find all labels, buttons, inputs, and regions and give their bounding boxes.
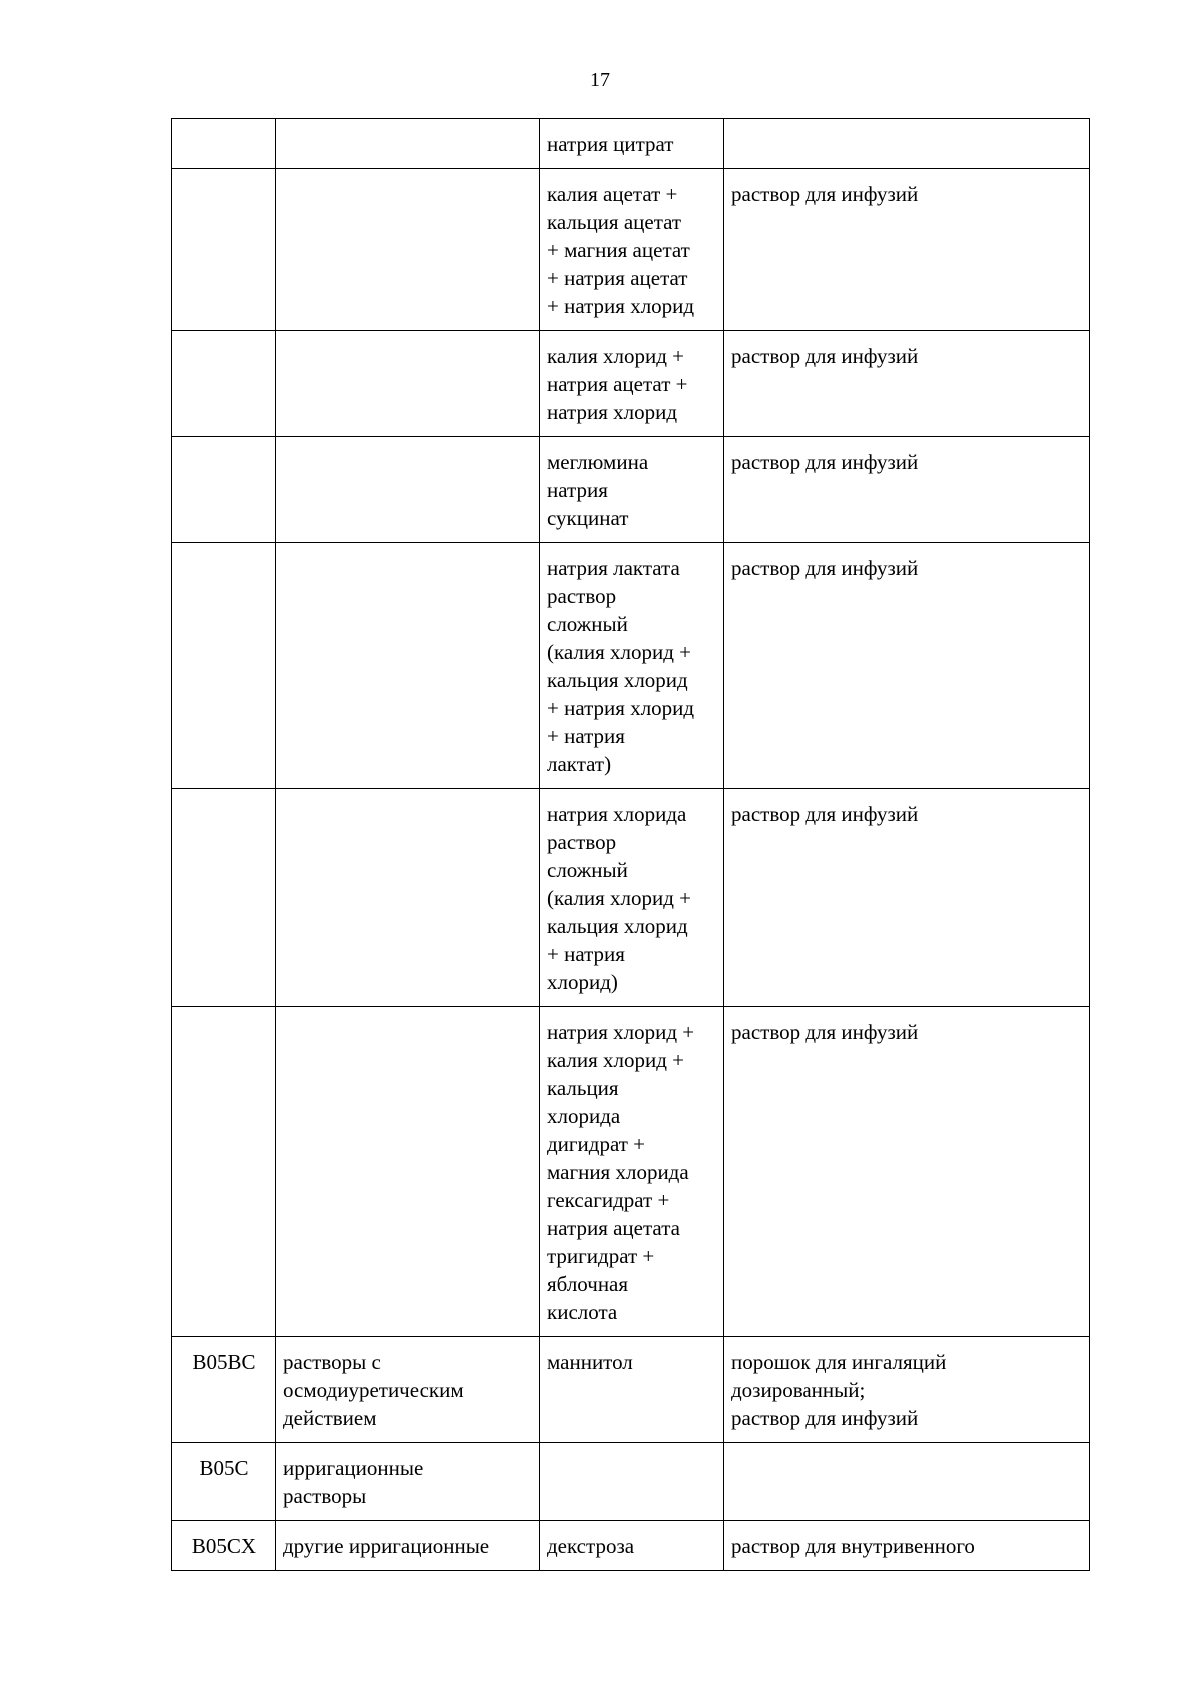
drug-name-line: натрия хлорида: [547, 802, 687, 826]
group-name-line: ирригационные: [283, 1456, 424, 1480]
table-body: [172, 119, 1090, 1571]
group-name-line: растворы: [283, 1484, 367, 1508]
dosage-form-line: раствор для внутривенного: [731, 1534, 975, 1558]
drug-name-line: кальция ацетат: [547, 210, 682, 234]
drug-name-line: кальция хлорид: [547, 914, 688, 938]
drug-name-line: маннитол: [547, 1350, 633, 1374]
table-row: [172, 1337, 1090, 1443]
drug-name-line: кальция: [547, 1076, 619, 1100]
dosage-form-cell: [724, 437, 1090, 543]
dosage-form-line: раствор для инфузий: [731, 802, 919, 826]
drug-name-line: натрия хлорид: [547, 400, 677, 424]
table-row: [172, 1007, 1090, 1337]
drug-name-line: натрия ацетат +: [547, 372, 688, 396]
atc-code-cell: B05BC: [172, 1337, 276, 1443]
group-name-cell: [276, 169, 540, 331]
dosage-form-line: раствор для инфузий: [731, 450, 919, 474]
dosage-form-cell: [724, 169, 1090, 331]
atc-code-cell: [172, 543, 276, 789]
drug-name-cell: [540, 437, 724, 543]
drug-name-line: сложный: [547, 612, 628, 636]
drug-name-line: (калия хлорид +: [547, 640, 692, 664]
drug-name-cell: [540, 543, 724, 789]
drug-name-line: сукцинат: [547, 506, 629, 530]
dosage-form-cell: [724, 1337, 1090, 1443]
table-row: [172, 119, 1090, 169]
drug-name-line: натрия ацетата: [547, 1216, 680, 1240]
drug-name-line: сложный: [547, 858, 628, 882]
atc-code-cell: [172, 1007, 276, 1337]
drug-name-line: декстроза: [547, 1534, 635, 1558]
dosage-form-cell: [724, 331, 1090, 437]
drug-name-line: яблочная: [547, 1272, 629, 1296]
group-name-cell: [276, 1443, 540, 1521]
drug-table: [171, 118, 1090, 1571]
drug-name-line: натрия: [547, 478, 608, 502]
drug-name-line: дигидрат +: [547, 1132, 646, 1156]
drug-name-line: раствор: [547, 584, 617, 608]
table-row: [172, 543, 1090, 789]
atc-code-cell: [172, 119, 276, 169]
drug-name-cell: [540, 1521, 724, 1571]
drug-name-line: хлорид): [547, 970, 618, 994]
drug-name-line: кальция хлорид: [547, 668, 688, 692]
dosage-form-line: раствор для инфузий: [731, 182, 919, 206]
page-number: 17: [590, 69, 610, 91]
drug-name-line: + натрия: [547, 724, 625, 748]
drug-name-line: натрия лактата: [547, 556, 680, 580]
drug-name-line: (калия хлорид +: [547, 886, 692, 910]
drug-name-line: + магния ацетат: [547, 238, 690, 262]
drug-name-line: магния хлорида: [547, 1160, 689, 1184]
group-name-line: другие ирригационные: [283, 1534, 490, 1558]
drug-name-cell: [540, 789, 724, 1007]
dosage-form-cell: [724, 1521, 1090, 1571]
drug-name-line: калия хлорид +: [547, 344, 685, 368]
drug-name-cell: [540, 331, 724, 437]
dosage-form-line: раствор для инфузий: [731, 344, 919, 368]
drug-name-line: хлорида: [547, 1104, 621, 1128]
drug-name-cell: [540, 1443, 724, 1521]
drug-name-line: раствор: [547, 830, 617, 854]
dosage-form-line: дозированный;: [731, 1378, 866, 1402]
atc-code-cell: B05C: [172, 1443, 276, 1521]
group-name-line: осмодиуретическим: [283, 1378, 464, 1402]
dosage-form-cell: [724, 1007, 1090, 1337]
drug-name-line: + натрия хлорид: [547, 294, 695, 318]
atc-code-cell: [172, 789, 276, 1007]
dosage-form-cell: [724, 543, 1090, 789]
drug-name-line: гексагидрат +: [547, 1188, 670, 1212]
dosage-form-line: порошок для ингаляций: [731, 1350, 947, 1374]
group-name-cell: [276, 789, 540, 1007]
dosage-form-line: раствор для инфузий: [731, 556, 919, 580]
group-name-line: растворы с: [283, 1350, 381, 1374]
atc-code-cell: B05CX: [172, 1521, 276, 1571]
drug-name-line: натрия цитрат: [547, 132, 674, 156]
dosage-form-cell: [724, 119, 1090, 169]
dosage-form-cell: [724, 1443, 1090, 1521]
drug-name-line: + натрия хлорид: [547, 696, 695, 720]
table-row: [172, 1521, 1090, 1571]
drug-name-cell: [540, 119, 724, 169]
table-row: [172, 169, 1090, 331]
drug-name-line: натрия хлорид +: [547, 1020, 695, 1044]
drug-name-cell: [540, 1007, 724, 1337]
drug-name-line: + натрия ацетат: [547, 266, 688, 290]
atc-code-cell: [172, 437, 276, 543]
drug-name-line: тригидрат +: [547, 1244, 655, 1268]
drug-name-line: лактат): [547, 752, 612, 776]
dosage-form-line: раствор для инфузий: [731, 1406, 919, 1430]
group-name-cell: [276, 1007, 540, 1337]
table-row: [172, 789, 1090, 1007]
dosage-form-cell: [724, 789, 1090, 1007]
group-name-cell: [276, 1337, 540, 1443]
group-name-cell: [276, 437, 540, 543]
atc-code-cell: [172, 169, 276, 331]
group-name-cell: [276, 543, 540, 789]
group-name-line: действием: [283, 1406, 377, 1430]
dosage-form-line: раствор для инфузий: [731, 1020, 919, 1044]
drug-name-cell: [540, 169, 724, 331]
drug-name-line: калия ацетат +: [547, 182, 678, 206]
drug-name-line: + натрия: [547, 942, 625, 966]
atc-code-cell: [172, 331, 276, 437]
group-name-cell: [276, 1521, 540, 1571]
table-row: [172, 331, 1090, 437]
drug-name-line: калия хлорид +: [547, 1048, 685, 1072]
group-name-cell: [276, 119, 540, 169]
drug-name-line: кислота: [547, 1300, 618, 1324]
drug-name-cell: [540, 1337, 724, 1443]
group-name-cell: [276, 331, 540, 437]
table-row: [172, 437, 1090, 543]
table-row: [172, 1443, 1090, 1521]
drug-name-line: меглюмина: [547, 450, 649, 474]
